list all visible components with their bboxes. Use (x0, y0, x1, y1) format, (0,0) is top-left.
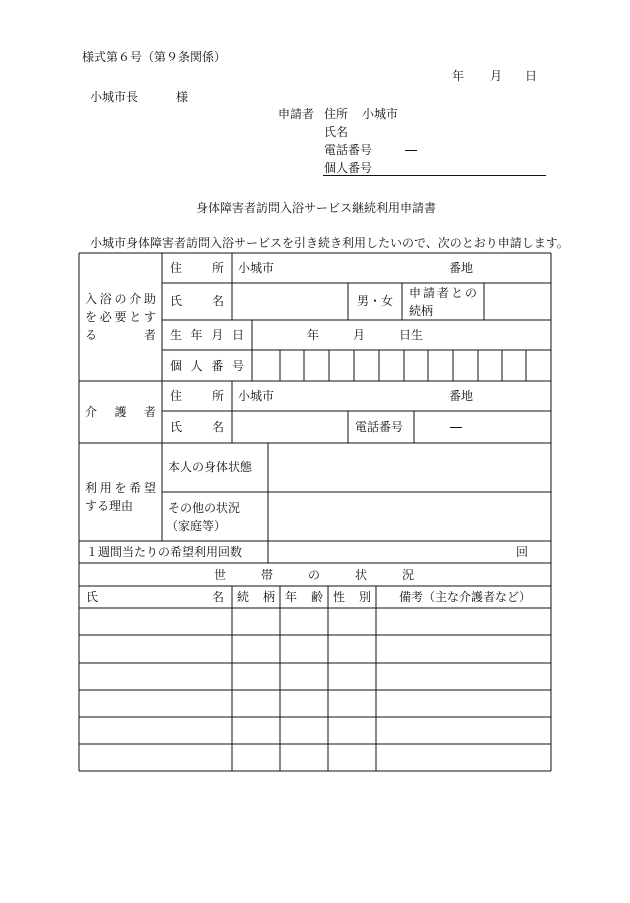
reason-other-label-line2: （家庭等） (166, 519, 227, 533)
bather-address-banchi: 番地 (449, 261, 474, 275)
bather-address-label: 住 所 (170, 261, 224, 275)
bather-birth-year: 年 (307, 328, 320, 342)
caregiver-address-city: 小城市 (238, 389, 275, 403)
applicant-address-label: 住所 (324, 107, 349, 121)
addressee: 小城市長 (90, 90, 139, 104)
household-col-name: 氏 名 (86, 590, 224, 604)
caregiver-phone-label: 電話番号 (355, 420, 404, 434)
caregiver-name-label: 氏 名 (170, 420, 224, 434)
date-year-label: 年 (452, 69, 465, 83)
household-heading: 世 帯 の 状 況 (214, 568, 414, 582)
household-col-sex: 性 別 (333, 590, 371, 604)
document-title: 身体障害者訪問入浴サービス継続利用申請書 (196, 201, 437, 215)
addressee-honorific: 様 (176, 90, 189, 104)
applicant-name-label: 氏名 (324, 125, 349, 139)
household-col-age: 年 齢 (285, 590, 323, 604)
form-number: 様式第６号（第９条関係） (82, 50, 227, 64)
bather-birth-month: 月 (353, 328, 366, 342)
bather-sex-options: 男・女 (357, 294, 394, 308)
applicant-phone-label: 電話番号 (324, 143, 373, 157)
bather-relation-label-line2: 続柄 (409, 304, 434, 318)
bather-birth-day: 日生 (399, 328, 424, 342)
caregiver-section-label: 介 護 者 (85, 405, 156, 419)
applicant-phone-dash (405, 150, 417, 151)
household-col-remarks: 備考（主な介護者など） (399, 590, 532, 604)
date-month-label: 月 (490, 69, 503, 83)
bather-birth-label: 生 年 月 日 (170, 328, 244, 342)
bather-address-city: 小城市 (238, 261, 275, 275)
bather-id-label: 個 人 番 号 (170, 359, 244, 373)
intro-text: 小城市身体障害者訪問入浴サービスを引き続き利用したいので、次のとおり申請します。 (90, 236, 569, 250)
weekly-usage-label: １週間当たりの希望利用回数 (86, 545, 243, 559)
reason-other-label-line1: その他の状況 (168, 501, 241, 515)
caregiver-phone-dash (450, 427, 462, 428)
applicant-label: 申請者 (278, 107, 315, 121)
reason-body-condition-label: 本人の身体状態 (168, 460, 253, 474)
weekly-usage-unit: 回 (516, 545, 529, 559)
bather-relation-label-line1: 申 請 者 と の (409, 286, 477, 300)
applicant-id-underline (323, 175, 546, 176)
reason-section-label: 利 用 を 希 望 する理由 (85, 481, 156, 513)
caregiver-address-banchi: 番地 (449, 389, 474, 403)
household-col-relation: 続 柄 (237, 590, 275, 604)
bather-name-label: 氏 名 (170, 294, 224, 308)
applicant-address-value: 小城市 (362, 107, 399, 121)
bather-section-label: 入 浴 の 介 助 を 必 要 と す る 者 (85, 292, 156, 342)
caregiver-address-label: 住 所 (170, 389, 224, 403)
date-day-label: 日 (525, 69, 538, 83)
applicant-id-label: 個人番号 (324, 161, 373, 175)
